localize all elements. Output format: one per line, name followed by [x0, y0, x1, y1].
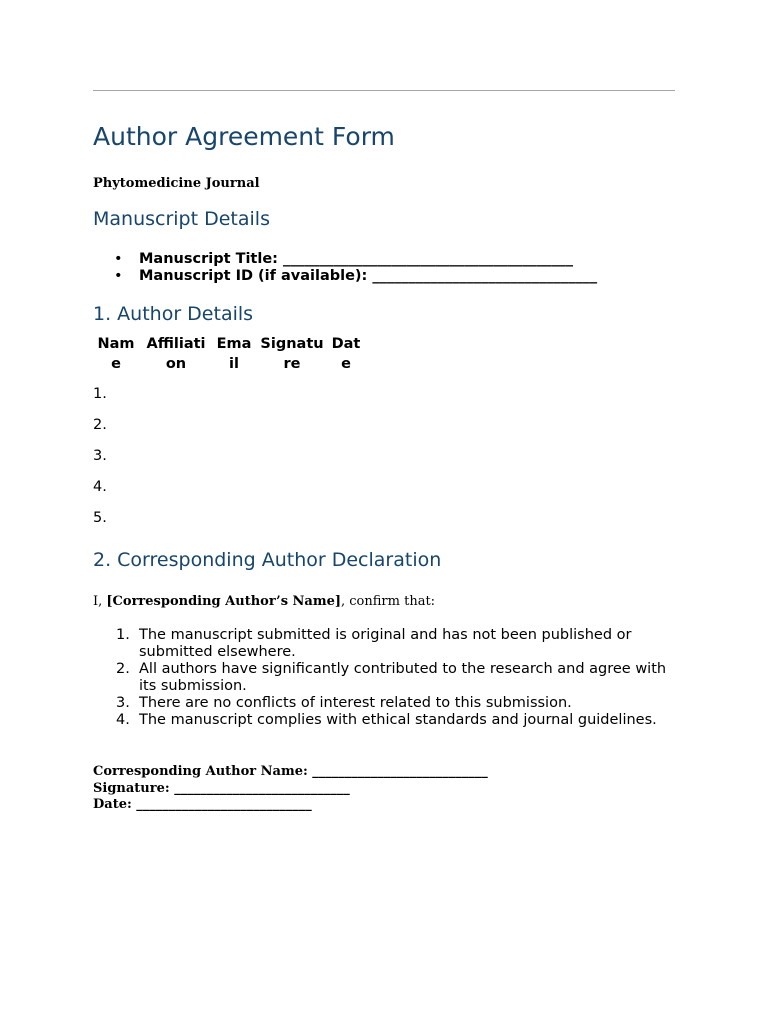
list-item: 2. All authors have significantly contributed to the research and agree with its submission. — [116, 661, 667, 694]
bullet-icon: • — [114, 268, 123, 284]
manuscript-details-heading: Manuscript Details — [93, 208, 270, 230]
declaration-heading: 2. Corresponding Author Declaration — [93, 549, 442, 571]
top-divider — [93, 90, 675, 91]
list-item — [93, 251, 597, 268]
column-header-signature: Signatu re — [260, 336, 324, 372]
column-header-date: Dat e — [331, 336, 361, 372]
table-row: 4. — [93, 479, 107, 495]
list-item — [93, 268, 597, 285]
journal-name: Phytomedicine Journal — [93, 176, 260, 191]
manuscript-title-field: Manuscript Title: ________________________________________ — [139, 251, 574, 267]
table-row: 1. — [93, 386, 107, 402]
bullet-icon: • — [114, 251, 123, 267]
column-header-affiliation: Affiliati on — [146, 336, 206, 372]
column-header-name: Nam e — [97, 336, 135, 372]
manuscript-details-list — [93, 251, 597, 285]
table-row: 5. — [93, 510, 107, 526]
page-title: Author Agreement Form — [93, 122, 395, 151]
column-header-email: Ema il — [216, 336, 252, 372]
table-row: 3. — [93, 448, 107, 464]
manuscript-id-field: Manuscript ID (if available): _______________________________ — [139, 268, 598, 284]
date-line: Date: ___________________________ — [93, 797, 312, 812]
author-details-heading: 1. Author Details — [93, 303, 254, 325]
list-item: 3. There are no conflicts of interest related to this submission. — [116, 695, 572, 711]
declaration-list — [93, 627, 675, 729]
declaration-intro: I, [Corresponding Author’s Name], confirm that: — [93, 594, 436, 609]
author-name-placeholder: [Corresponding Author’s Name] — [106, 594, 342, 609]
table-row: 2. — [93, 417, 107, 433]
signature-line: Signature: ___________________________ — [93, 780, 350, 796]
corresponding-author-name-line: Corresponding Author Name: ___________________________ — [93, 764, 488, 779]
list-item: 1. The manuscript submitted is original and has not been published or submitted elsewhere. — [116, 627, 632, 660]
signature-block — [93, 764, 488, 814]
list-item: 4. The manuscript complies with ethical standards and journal guidelines. — [116, 712, 657, 728]
